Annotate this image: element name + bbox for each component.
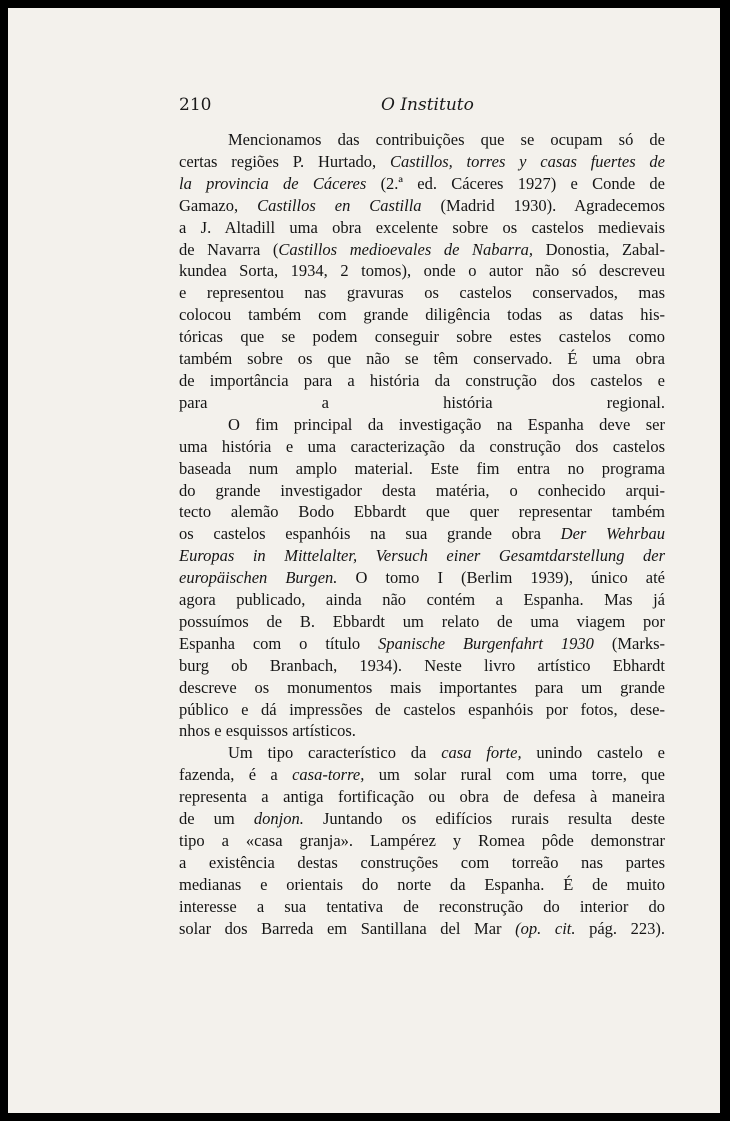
text-line xyxy=(179,742,665,764)
text-run: (2.ª ed. Cáceres 1927) e Conde de xyxy=(366,173,665,193)
italic-text: la provincia de Cáceres xyxy=(179,173,367,193)
text-line xyxy=(179,699,665,721)
text-line xyxy=(179,129,665,151)
text-line xyxy=(179,896,665,918)
text-run: a J. Altadill uma obra excelente sobre os castelos medievais xyxy=(179,217,665,237)
text-run: nhos e esquissos artísticos. xyxy=(179,721,356,741)
text-line xyxy=(179,874,665,896)
text-run: fazenda, é a xyxy=(179,765,293,785)
text-run: (Marks- xyxy=(593,633,665,653)
page-number: 210 xyxy=(179,95,212,115)
text-line xyxy=(179,370,665,392)
text-run: (Madrid 1930). Agradecemos xyxy=(421,195,665,215)
text-run: de Navarra ( xyxy=(179,239,279,259)
italic-text: Castillos en Castilla xyxy=(257,195,422,215)
text-run: do grande investigador desta matéria, o conhecido arqui- xyxy=(179,480,665,500)
text-line xyxy=(179,151,665,173)
paragraph xyxy=(179,129,665,414)
text-run: O fim principal da investigação na Espanha deve ser xyxy=(228,414,665,434)
text-run: descreve os monumentos mais importantes para um grande xyxy=(179,677,665,697)
text-line xyxy=(179,918,665,940)
text-line xyxy=(179,786,665,808)
paragraph xyxy=(179,414,665,743)
book-page xyxy=(8,8,720,1113)
text-line xyxy=(179,501,665,523)
text-run: certas regiões P. Hurtado, xyxy=(179,151,390,171)
text-line xyxy=(179,523,665,545)
text-line xyxy=(179,589,665,611)
text-line xyxy=(179,830,665,852)
body-text xyxy=(179,129,665,940)
text-line xyxy=(179,633,665,655)
text-run: tóricas que se podem conseguir sobre estes castelos como xyxy=(179,327,665,347)
text-run: também sobre os que não se têm conservado. É uma obra xyxy=(179,349,665,369)
italic-text: Spanische Burgenfahrt 1930 xyxy=(378,633,594,653)
italic-text: casa-torre, xyxy=(292,765,365,785)
text-line xyxy=(179,852,665,874)
text-line xyxy=(179,764,665,786)
running-title: O Instituto xyxy=(381,95,474,115)
text-run: e representou nas gravuras os castelos conservados, mas xyxy=(179,283,665,303)
text-run: Espanha com o título xyxy=(179,633,379,653)
text-line xyxy=(179,239,665,261)
text-line xyxy=(179,611,665,633)
text-run: agora publicado, ainda não contém a Espanha. Mas já xyxy=(179,590,665,610)
text-line xyxy=(179,348,665,370)
text-run: para a história regional. xyxy=(179,392,665,412)
text-run: colocou também com grande diligência todas as datas his- xyxy=(179,305,665,325)
text-line xyxy=(179,304,665,326)
text-run: Donostia, Zabal- xyxy=(533,239,666,259)
italic-text: europäischen Burgen. xyxy=(179,568,338,588)
text-line xyxy=(179,414,665,436)
italic-text: Castillos, torres y casas fuertes de xyxy=(389,151,665,171)
text-line xyxy=(179,326,665,348)
italic-text: casa forte, xyxy=(441,743,522,763)
text-run: de um xyxy=(179,809,254,829)
text-line xyxy=(179,173,665,195)
text-run: O tomo I (Berlim 1939), único até xyxy=(337,568,665,588)
text-line xyxy=(179,720,665,742)
text-run: medianas e orientais do norte da Espanha. É de muito xyxy=(179,874,665,894)
text-run: pág. 223). xyxy=(575,918,666,938)
text-line xyxy=(179,808,665,830)
text-line xyxy=(179,480,665,502)
text-line xyxy=(179,567,665,589)
italic-text: Der Wehrbau xyxy=(560,524,665,544)
text-run: Um tipo característico da xyxy=(228,743,442,763)
text-run: os castelos espanhóis na sua grande obra xyxy=(179,524,561,544)
italic-text: Castillos medioevales de Nabarra, xyxy=(278,239,534,259)
text-run: um solar rural com uma torre, que xyxy=(364,765,666,785)
text-run: possuímos de B. Ebbardt um relato de uma viagem por xyxy=(179,611,665,631)
text-run: Juntando os edifícios rurais resulta deste xyxy=(303,809,665,829)
text-run: de importância para a história da construção dos castelos e xyxy=(179,370,665,390)
running-head xyxy=(179,95,665,119)
text-run: Mencionamos das contribuições que se ocupam só de xyxy=(228,130,665,149)
text-run: kundea Sorta, 1934, 2 tomos), onde o autor não só descreveu xyxy=(179,261,665,281)
text-run: representa a antiga fortificação ou obra de defesa à maneira xyxy=(179,787,665,807)
text-line xyxy=(179,392,665,414)
text-line xyxy=(179,282,665,304)
text-line xyxy=(179,677,665,699)
italic-text: Europas in Mittelalter, Versuch einer Gesamtdarstellung der xyxy=(179,546,665,566)
text-line xyxy=(179,260,665,282)
text-line xyxy=(179,655,665,677)
text-run: interesse a sua tentativa de reconstrução do interior do xyxy=(179,896,665,916)
text-run: público e dá impressões de castelos espanhóis por fotos, dese- xyxy=(179,699,665,719)
paragraph xyxy=(179,742,665,939)
italic-text: (op. cit. xyxy=(515,918,576,938)
text-run: uma história e uma caracterização da construção dos castelos xyxy=(179,436,665,456)
text-line xyxy=(179,217,665,239)
text-run: tecto alemão Bodo Ebbardt que quer representar também xyxy=(179,502,665,522)
text-line xyxy=(179,195,665,217)
text-line xyxy=(179,458,665,480)
text-run: burg ob Branbach, 1934). Neste livro artístico Ebhardt xyxy=(179,655,665,675)
text-run: Gamazo, xyxy=(179,195,258,215)
text-run: tipo a «casa granja». Lampérez y Romea pôde demonstrar xyxy=(179,831,665,850)
text-run: a existência destas construções com torreão nas partes xyxy=(179,852,665,872)
text-line xyxy=(179,436,665,458)
italic-text: donjon. xyxy=(253,809,304,829)
text-run: unindo castelo e xyxy=(521,743,666,763)
text-line xyxy=(179,545,665,567)
text-run: baseada num amplo material. Este fim entra no programa xyxy=(179,458,665,478)
text-run: solar dos Barreda em Santillana del Mar xyxy=(179,918,516,938)
